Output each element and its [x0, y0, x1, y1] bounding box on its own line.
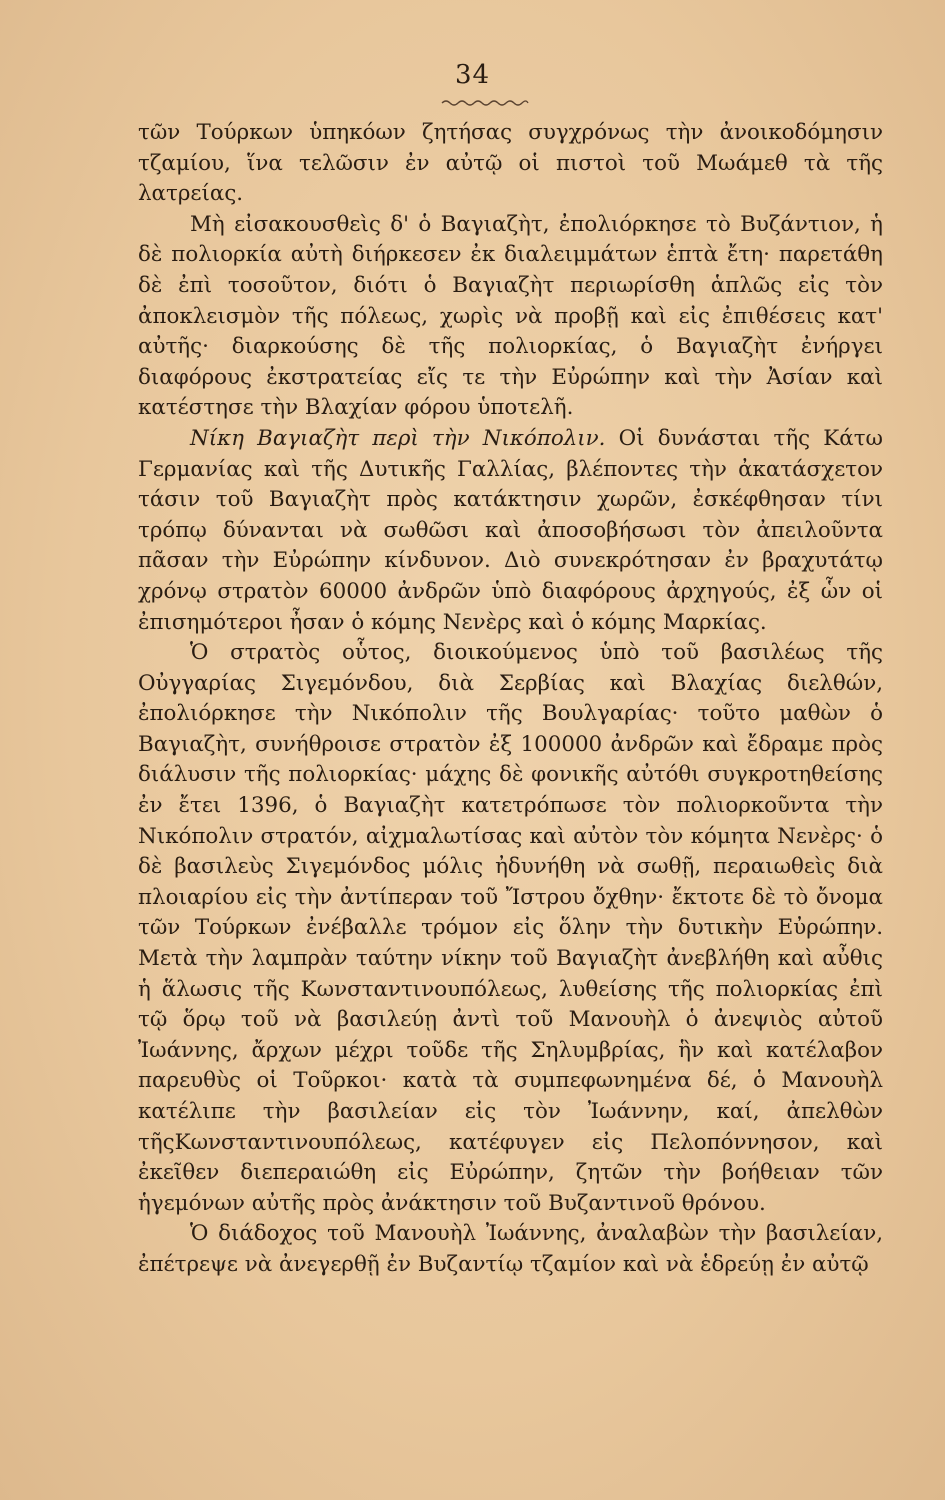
section-heading-nicopolis: Νίκη Βαγιαζὴτ περὶ τὴν Νικόπολιν. — [190, 425, 606, 451]
decorative-wavy-rule — [440, 98, 530, 108]
section-body-nicopolis: Οἱ δυνάσται τῆς Κάτω Γερμανίας καὶ τῆς Δυτικῆς Γαλλίας, βλέποντες τὴν ἀκατάσχετον τάσιν τοῦ Βαγιαζὴτ πρὸς κατάκτησιν χωρῶν, ἐσκέφθησαν τίνι τρόπῳ δύνανται νὰ σωθῶσι καὶ ἀποσοβήσωσι τὸν ἀπειλοῦντα πᾶσαν τὴν Εὐρώπην κίνδυνον. Διὸ συνεκρότησαν ἐν βραχυτάτῳ χρόνῳ στρατὸν 60000 ἀνδρῶν ὑπὸ διαφόρους ἀρχηγούς, ἐξ ὧν οἱ ἐπισημότεροι ἦσαν ὁ κόμης Νενὲρς καὶ ὁ κόμης Μαρκίας. — [138, 425, 883, 635]
paragraph-victory-nicopolis — [138, 424, 883, 638]
paragraph-battle-account: Ὁ στρατὸς οὗτος, διοικούμενος ὑπὸ τοῦ βασιλέως τῆς Οὐγγαρίας Σιγεμόνδου, διὰ Σερβίας καὶ Βλαχίας διελθών, ἐπολιόρκησε τὴν Νικόπολιν τῆς Βουλγαρίας· τοῦτο μαθὼν ὁ Βαγιαζὴτ, συνήθροισε στρατὸν ἐξ 100000 ἀνδρῶν καὶ ἔδραμε πρὸς διάλυσιν τῆς πολιορκίας· μάχης δὲ φονικῆς αὐτόθι συγκροτηθείσης ἐν ἔτει 1396, ὁ Βαγιαζὴτ κατετρόπωσε τὸν πολιορκοῦντα τὴν Νικόπολιν στρατόν, αἰχμαλωτίσας καὶ αὐτὸν τὸν κόμητα Νενὲρς· ὁ δὲ βασιλεὺς Σιγεμόνδος μόλις ἠδυνήθη νὰ σωθῇ, περαιωθεὶς διὰ πλοιαρίου εἰς τὴν ἀντίπεραν τοῦ Ἴστρου ὄχθην· ἔκτοτε δὲ τὸ ὄνομα τῶν Τούρκων ἐνέβαλλε τρόμον εἰς ὅλην τὴν δυτικὴν Εὐρώπην. Μετὰ τὴν λαμπρὰν ταύτην νίκην τοῦ Βαγιαζὴτ ἀνεβλήθη καὶ αὖθις ἡ ἅλωσις τῆς Κωνσταντινουπόλεως, λυθείσης τῆς πολιορκίας ἐπὶ τῷ ὅρῳ τοῦ νὰ βασιλεύῃ ἀντὶ τοῦ Μανουὴλ ὁ ἀνεψιὸς αὐτοῦ Ἰωάννης, ἄρχων μέχρι τοῦδε τῆς Σηλυμβρίας, ἣν καὶ κατέλαβον παρευθὺς οἱ Τοῦρκοι· κατὰ τὰ συμπεφωνημένα δέ, ὁ Μανουὴλ κατέλιπε τὴν βασιλείαν εἰς τὸν Ἰωάννην, καί, ἀπελθὼν τῆςΚωνσταντινουπόλεως, κατέφυγεν εἰς Πελοπόννησον, καὶ ἐκεῖθεν διεπεραιώθη εἰς Εὐρώπην, ζητῶν τὴν βοήθειαν τῶν ἡγεμόνων αὐτῆς πρὸς ἀνάκτησιν τοῦ Βυζαντινοῦ θρόνου. — [138, 640, 883, 1216]
paragraph-successor-ioannis: Ὁ διάδοχος τοῦ Μανουὴλ Ἰωάννης, ἀναλαβὼν τὴν βασιλείαν, ἐπέτρεψε νὰ ἀνεγερθῇ ἐν Βυζαντίῳ τζαμίον καὶ νὰ ἑδρεύῃ ἐν αὐτῷ — [138, 1221, 883, 1277]
page-number: 34 — [454, 60, 491, 90]
paragraph-continuation: τῶν Τούρκων ὑπηκόων ζητήσας συγχρόνως τὴν ἀνοικοδόμησιν τζαμίου, ἵνα τελῶσιν ἐν αὐτῷ οἱ πιστοὶ τοῦ Μωάμεθ τὰ τῆς λατρείας. — [138, 120, 883, 207]
body-text — [138, 118, 883, 1281]
paragraph-siege-of-byzantium: Μὴ εἰσακουσθεὶς δ' ὁ Βαγιαζὴτ, ἐπολιόρκησε τὸ Βυζάντιον, ἡ δὲ πολιορκία αὐτὴ διήρκεσεν ἐκ διαλειμμάτων ἑπτὰ ἔτη· παρετάθη δὲ ἐπὶ τοσοῦτον, διότι ὁ Βαγιαζὴτ περιωρίσθη ἁπλῶς εἰς τὸν ἀποκλεισμὸν τῆς πόλεως, χωρὶς νὰ προβῇ καὶ εἰς ἐπιθέσεις κατ' αὐτῆς· διαρκούσης δὲ τῆς πολιορκίας, ὁ Βαγιαζὴτ ἐνήργει διαφόρους ἐκστρατείας εἴς τε τὴν Εὐρώπην καὶ τὴν Ἀσίαν καὶ κατέστησε τὴν Βλαχίαν φόρου ὑποτελῆ. — [138, 211, 883, 421]
